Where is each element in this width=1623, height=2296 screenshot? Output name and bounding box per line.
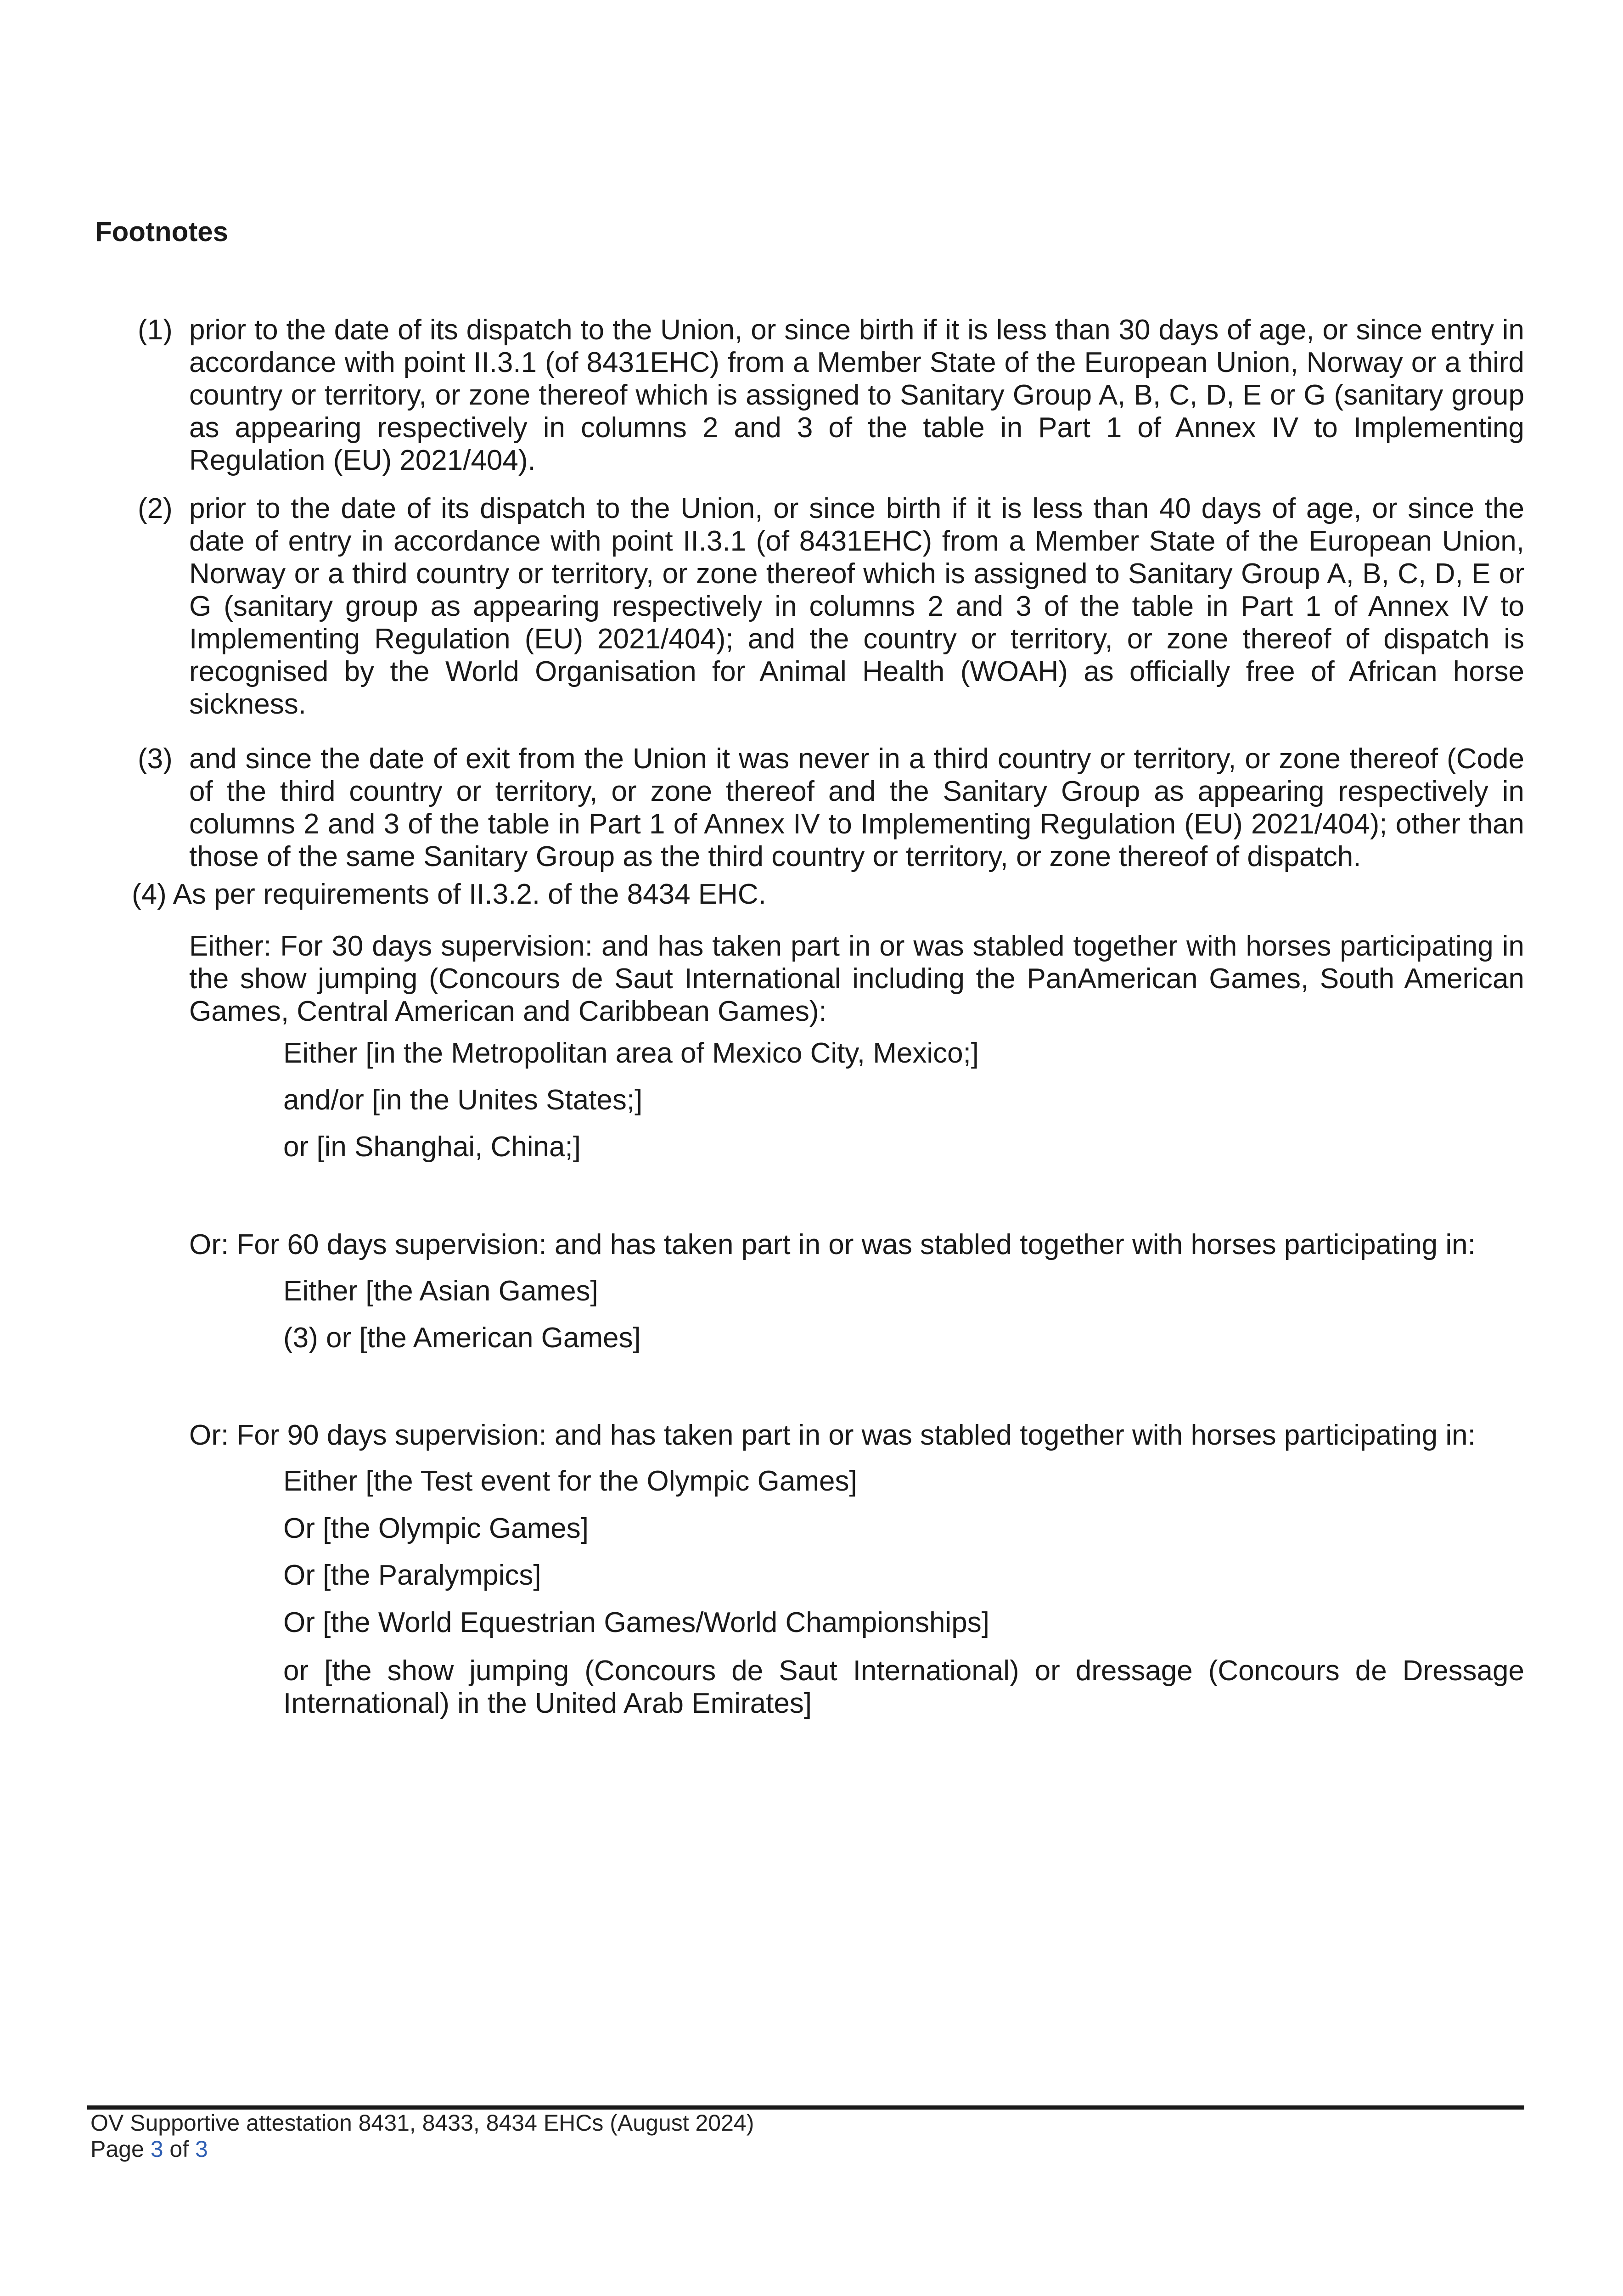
option-90-item: Either [the Test event for the Olympic Games]: [283, 1465, 857, 1497]
option-30-item: Either [in the Metropolitan area of Mexico City, Mexico;]: [283, 1037, 979, 1069]
footer-divider: [87, 2105, 1524, 2110]
option-60-days-intro: Or: For 60 days supervision: and has taken part in or was stabled together with horses participating in:: [189, 1229, 1476, 1261]
page-total: 3: [195, 2136, 208, 2162]
footnote-text: prior to the date of its dispatch to the Union, or since birth if it is less than 40 days of age, or since the date of entry in accordance with point II.3.1 (of 8431EHC) from a Member State of the European Union, Norway or a third country or territory, or zone thereof which is assigned to Sanitary Group A, B, C, D, E or G (sanitary group as appearing respectively in columns 2 and 3 of the table in Part 1 of Annex IV to Implementing Regulation (EU) 2021/404); and the country or territory, or zone thereof of dispatch is recognised by the World Organisation for Animal Health (WOAH) as officially free of African horse sickness.: [189, 493, 1524, 720]
page-number: [90, 2136, 754, 2162]
footnote-number: (1): [138, 314, 173, 346]
footnote-number: (3): [138, 743, 173, 775]
option-30-item: or [in Shanghai, China;]: [283, 1131, 581, 1163]
option-90-item: or [the show jumping (Concours de Saut International) or dressage (Concours de Dressage International) in the United Arab Emirates]: [283, 1655, 1524, 1719]
page-footer: [90, 2110, 754, 2162]
footnote-2: [138, 492, 1524, 720]
page-current: 3: [150, 2136, 163, 2162]
footer-title: OV Supportive attestation 8431, 8433, 8434 EHCs (August 2024): [90, 2110, 754, 2136]
option-60-item: (3) or [the American Games]: [283, 1322, 641, 1354]
option-30-item: and/or [in the Unites States;]: [283, 1084, 643, 1116]
footnote-text: and since the date of exit from the Union it was never in a third country or territory, or zone thereof (Code of the third country or territory, or zone thereof and the Sanitary Group as appearing respectively in columns 2 and 3 of the table in Part 1 of Annex IV to Implementing Regulation (EU) 2021/404); other than those of the same Sanitary Group as the third country or territory, or zone thereof of dispatch.: [189, 743, 1524, 872]
footnote-4-label: (4) As per requirements of II.3.2. of the 8434 EHC.: [132, 878, 766, 910]
option-60-item: Either [the Asian Games]: [283, 1275, 598, 1307]
footnote-1: [138, 314, 1524, 477]
footnote-number: (2): [138, 493, 173, 524]
option-30-days-intro: Either: For 30 days supervision: and has taken part in or was stabled together with horses participating in the show jumping (Concours de Saut International including the PanAmerican Games, South American Games, Central American and Caribbean Games):: [189, 930, 1524, 1027]
page-prefix: Page: [90, 2136, 144, 2162]
option-90-item: Or [the World Equestrian Games/World Championships]: [283, 1607, 990, 1638]
option-90-item: Or [the Olympic Games]: [283, 1513, 589, 1544]
option-90-item: Or [the Paralympics]: [283, 1559, 541, 1591]
footnote-3: [138, 743, 1524, 873]
page-of: of: [169, 2136, 189, 2162]
option-90-days-intro: Or: For 90 days supervision: and has taken part in or was stabled together with horses participating in:: [189, 1419, 1476, 1451]
footnotes-heading: Footnotes: [95, 216, 228, 247]
footnote-text: prior to the date of its dispatch to the Union, or since birth if it is less than 30 days of age, or since entry in accordance with point II.3.1 (of 8431EHC) from a Member State of the European Union, Norway or a third country or territory, or zone thereof which is assigned to Sanitary Group A, B, C, D, E or G (sanitary group as appearing respectively in columns 2 and 3 of the table in Part 1 of Annex IV to Implementing Regulation (EU) 2021/404).: [189, 314, 1524, 476]
